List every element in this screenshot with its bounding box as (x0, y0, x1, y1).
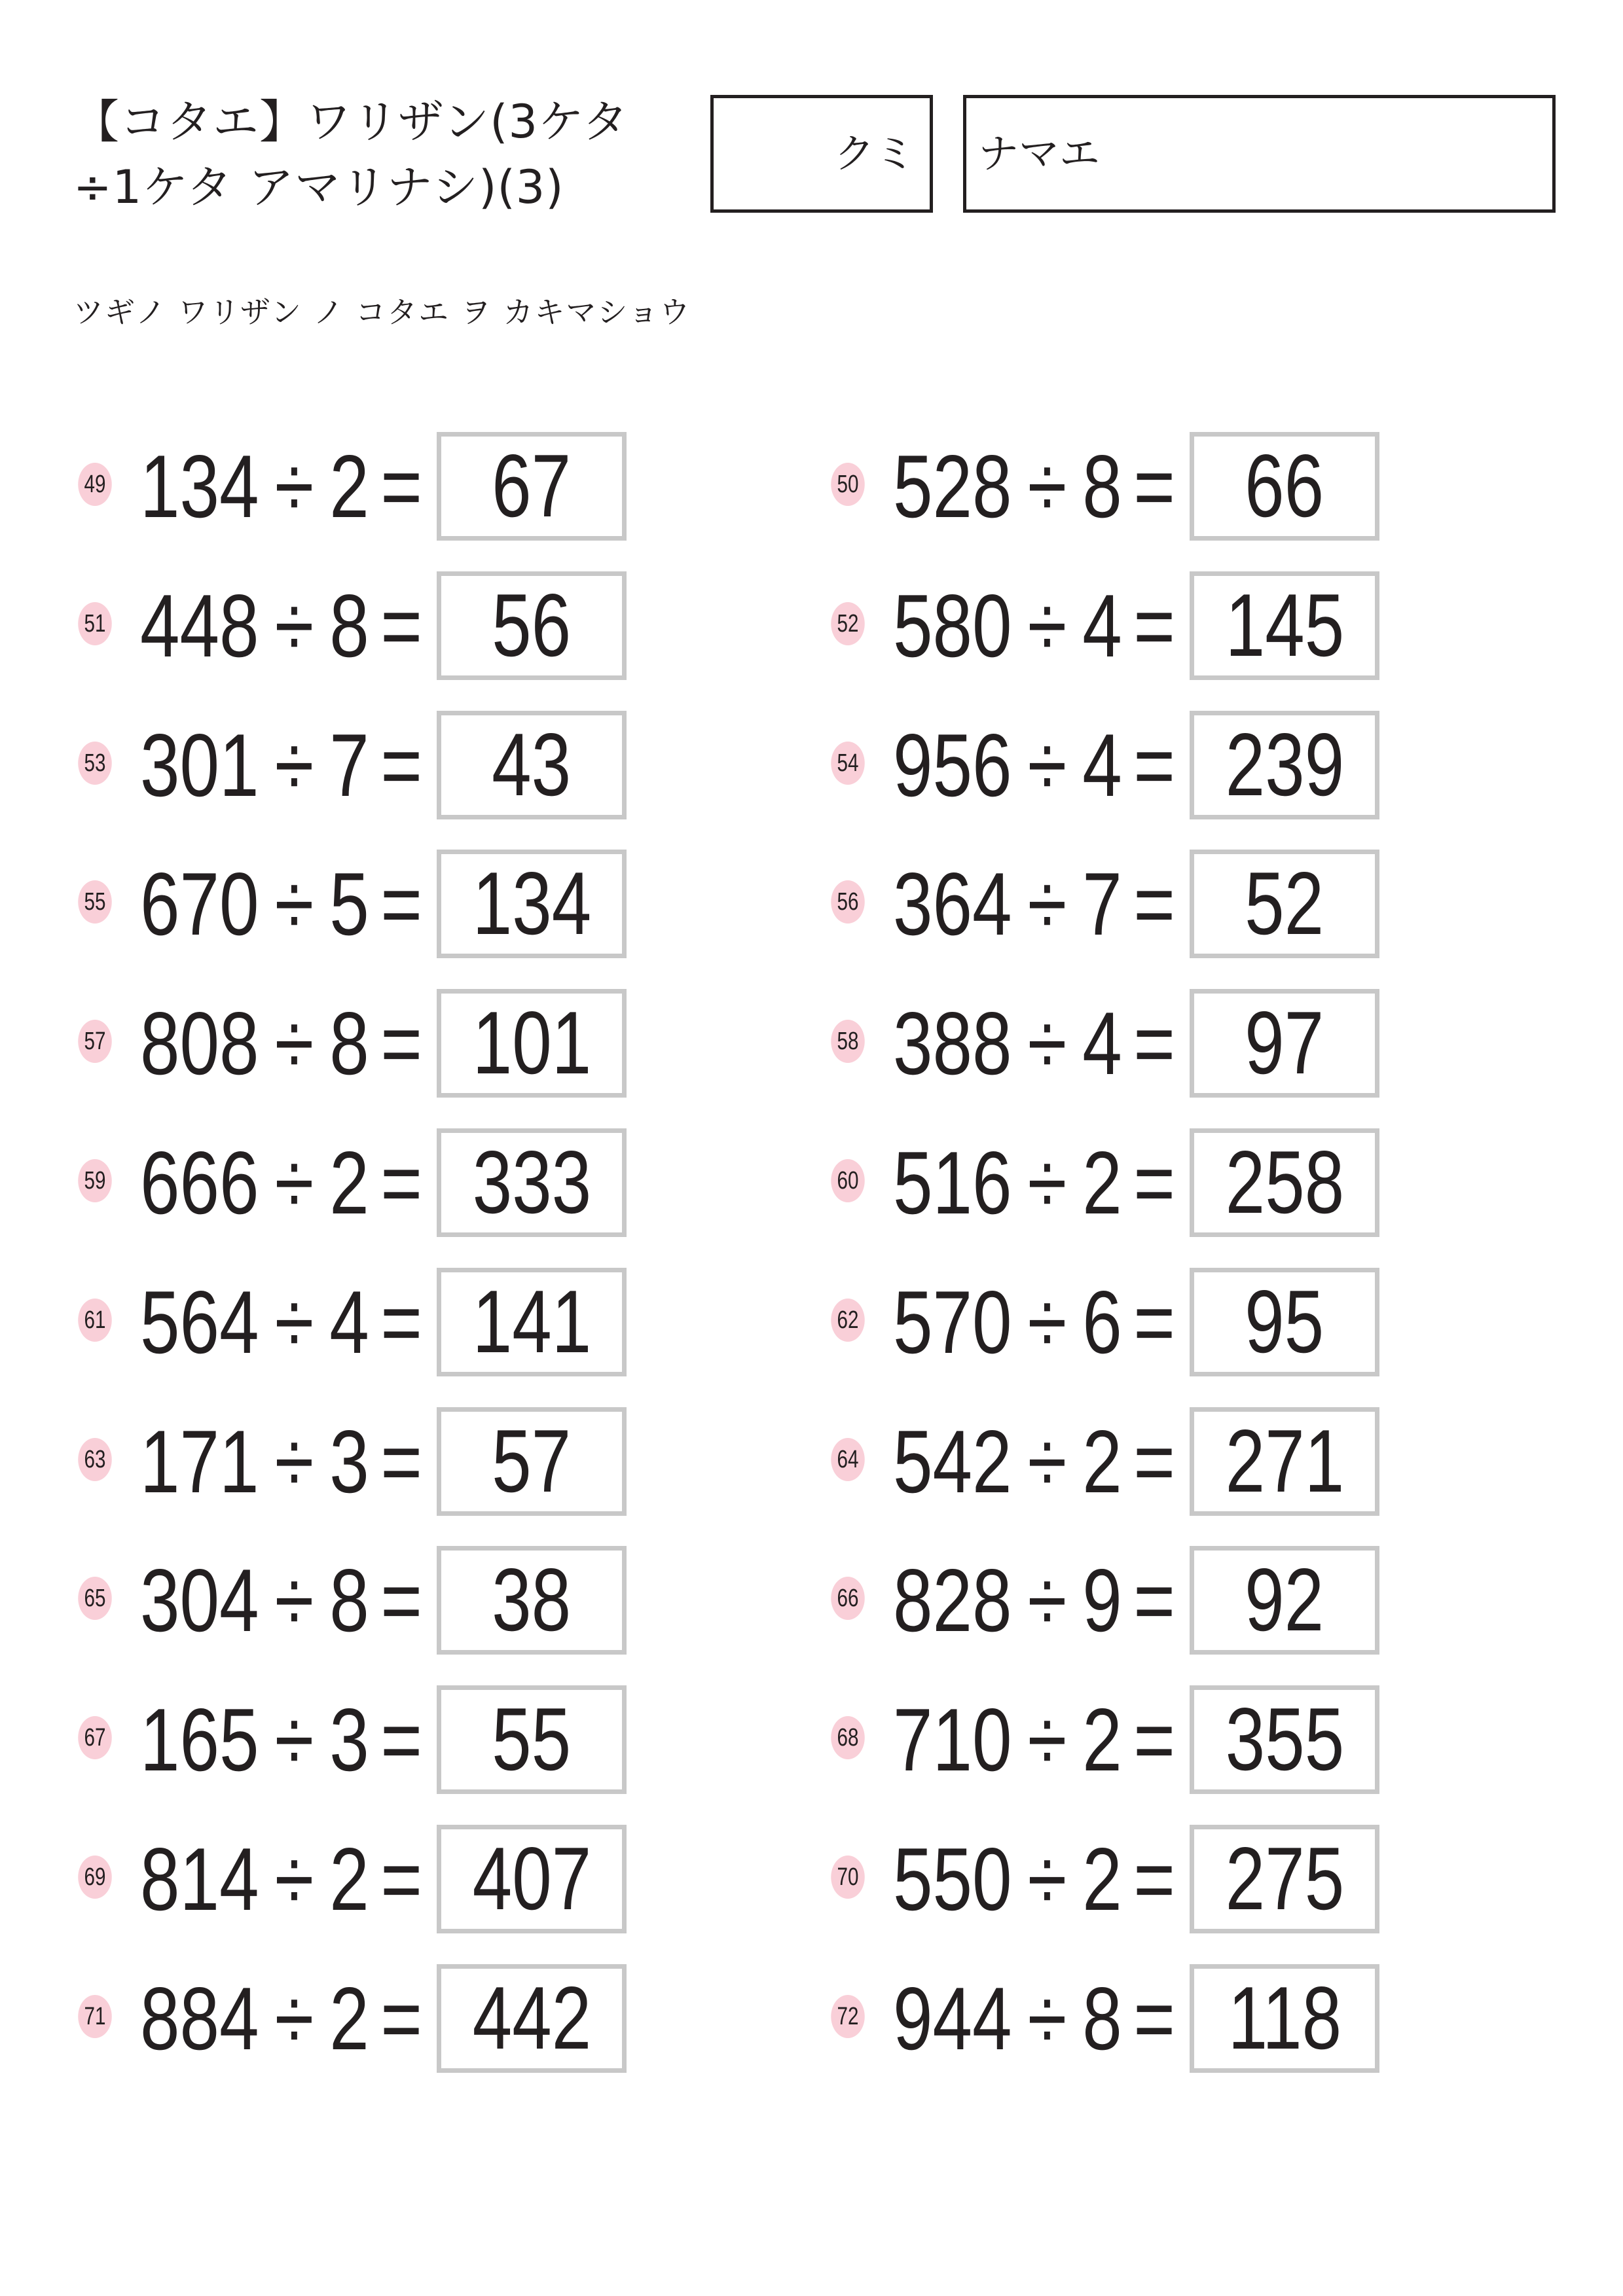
divide-sign: ÷ (274, 1272, 314, 1372)
equals-sign: = (1133, 1412, 1175, 1511)
divisor: 9 (1082, 1551, 1122, 1650)
problem-number-badge: 51 (78, 602, 111, 645)
dividend: 564 (140, 1272, 259, 1372)
divide-sign: ÷ (1027, 1133, 1067, 1232)
division-expression (140, 850, 433, 958)
answer-value: 355 (1225, 1689, 1344, 1789)
dividend: 814 (140, 1829, 259, 1929)
divide-sign: ÷ (274, 1829, 314, 1929)
dividend: 710 (893, 1690, 1012, 1789)
equals-sign: = (380, 1412, 422, 1511)
problem-number-badge: 65 (78, 1577, 111, 1620)
equals-sign: = (1133, 1272, 1175, 1372)
divide-sign: ÷ (274, 1690, 314, 1789)
divisor: 4 (329, 1272, 369, 1372)
worksheet-title: 【コタエ】ワリザン(3ケタ÷1ケタ アマリナシ)(3) (73, 95, 629, 214)
problem-number-badge: 62 (831, 1299, 864, 1342)
equals-sign: = (380, 1133, 422, 1232)
equals-sign: = (380, 1829, 422, 1929)
divide-sign: ÷ (274, 994, 314, 1093)
division-expression (893, 850, 1186, 958)
divisor: 4 (1082, 994, 1122, 1093)
divisor: 4 (1082, 715, 1122, 815)
equals-sign: = (380, 854, 422, 954)
divisor: 2 (329, 437, 369, 536)
answer-box[interactable] (1190, 850, 1379, 958)
divisor: 8 (329, 576, 369, 675)
answer-box[interactable] (1190, 989, 1379, 1098)
division-expression (140, 711, 433, 819)
answer-value: 56 (492, 575, 572, 675)
answer-box[interactable] (437, 1825, 627, 1933)
equals-sign: = (380, 994, 422, 1093)
problem-number-badge: 68 (831, 1716, 864, 1759)
answer-value: 67 (492, 436, 572, 535)
problem-number-badge: 71 (78, 1995, 111, 2038)
problem-number-badge: 59 (78, 1159, 111, 1202)
divide-sign: ÷ (274, 1551, 314, 1650)
answer-box[interactable] (1190, 1685, 1379, 1794)
division-expression (140, 571, 433, 680)
equals-sign: = (1133, 1133, 1175, 1232)
dividend: 516 (893, 1133, 1012, 1232)
answer-value: 258 (1225, 1132, 1344, 1232)
answer-value: 118 (1228, 1968, 1341, 2068)
divide-sign: ÷ (1027, 854, 1067, 954)
divisor: 8 (329, 994, 369, 1093)
answer-value: 95 (1245, 1272, 1324, 1371)
dividend: 171 (140, 1412, 259, 1511)
answer-value: 333 (472, 1132, 591, 1232)
answer-box[interactable] (1190, 1268, 1379, 1376)
divisor: 2 (329, 1133, 369, 1232)
answer-value: 145 (1225, 575, 1344, 675)
division-expression (140, 989, 433, 1098)
division-expression (140, 1128, 433, 1237)
divide-sign: ÷ (1027, 1412, 1067, 1511)
answer-value: 43 (492, 715, 572, 814)
problem-number-badge: 55 (78, 880, 111, 924)
division-expression (893, 1685, 1186, 1794)
dividend: 956 (893, 715, 1012, 815)
division-expression (893, 1128, 1186, 1237)
dividend: 165 (140, 1690, 259, 1789)
answer-box[interactable] (1190, 432, 1379, 541)
answer-value: 271 (1225, 1411, 1344, 1511)
divisor: 7 (329, 715, 369, 815)
answer-box[interactable] (437, 1268, 627, 1376)
divisor: 5 (329, 854, 369, 954)
equals-sign: = (1133, 1690, 1175, 1789)
student-name-field[interactable] (963, 95, 1556, 213)
divide-sign: ÷ (1027, 1272, 1067, 1372)
division-expression (893, 989, 1186, 1098)
answer-value: 57 (492, 1411, 572, 1511)
problem-number-badge: 49 (78, 463, 111, 506)
division-expression (893, 1268, 1186, 1376)
equals-sign: = (380, 715, 422, 815)
answer-box[interactable] (1190, 571, 1379, 680)
answer-box[interactable] (437, 432, 627, 541)
equals-sign: = (380, 1969, 422, 2068)
division-expression (893, 432, 1186, 541)
class-label: クミ (833, 130, 915, 177)
division-expression (140, 1825, 433, 1933)
divisor: 7 (1082, 854, 1122, 954)
dividend: 580 (893, 576, 1012, 675)
answer-value: 407 (472, 1829, 591, 1928)
answer-value: 55 (492, 1689, 572, 1789)
answer-value: 66 (1245, 436, 1324, 535)
answer-box[interactable] (1190, 1546, 1379, 1655)
dividend: 670 (140, 854, 259, 954)
divide-sign: ÷ (274, 854, 314, 954)
problem-number-badge: 50 (831, 463, 864, 506)
answer-box[interactable] (437, 850, 627, 958)
answer-box[interactable] (1190, 711, 1379, 819)
divide-sign: ÷ (274, 576, 314, 675)
equals-sign: = (380, 1272, 422, 1372)
division-expression (893, 1825, 1186, 1933)
equals-sign: = (1133, 437, 1175, 536)
answer-value: 97 (1245, 993, 1324, 1092)
divide-sign: ÷ (1027, 1829, 1067, 1929)
equals-sign: = (1133, 1829, 1175, 1929)
dividend: 134 (140, 437, 259, 536)
divisor: 3 (329, 1412, 369, 1511)
divide-sign: ÷ (274, 715, 314, 815)
dividend: 304 (140, 1551, 259, 1650)
divide-sign: ÷ (1027, 1690, 1067, 1789)
answer-value: 92 (1245, 1550, 1324, 1649)
answer-box[interactable] (1190, 1825, 1379, 1933)
divide-sign: ÷ (274, 1133, 314, 1232)
problem-number-badge: 58 (831, 1020, 864, 1063)
equals-sign: = (1133, 576, 1175, 675)
division-expression (140, 1268, 433, 1376)
divisor: 8 (329, 1551, 369, 1650)
equals-sign: = (1133, 854, 1175, 954)
answer-box[interactable] (437, 1964, 627, 2073)
instruction-text: ツギノ ワリザン ノ コタエ ヲ カキマショウ (73, 295, 691, 330)
answer-value: 239 (1225, 715, 1344, 814)
answer-box[interactable] (437, 711, 627, 819)
problem-number-badge: 56 (831, 880, 864, 924)
answer-box[interactable] (1190, 1964, 1379, 2073)
divisor: 2 (1082, 1133, 1122, 1232)
dividend: 542 (893, 1412, 1012, 1511)
division-expression (140, 1964, 433, 2073)
dividend: 388 (893, 994, 1012, 1093)
division-expression (140, 1407, 433, 1516)
problem-number-badge: 57 (78, 1020, 111, 1063)
divisor: 2 (329, 1829, 369, 1929)
class-field[interactable] (710, 95, 933, 213)
answer-box[interactable] (437, 1685, 627, 1794)
answer-box[interactable] (437, 989, 627, 1098)
problem-number-badge: 53 (78, 742, 111, 785)
answer-value: 141 (472, 1272, 591, 1371)
dividend: 364 (893, 854, 1012, 954)
division-expression (893, 1546, 1186, 1655)
dividend: 528 (893, 437, 1012, 536)
divide-sign: ÷ (274, 1969, 314, 2068)
divisor: 3 (329, 1690, 369, 1789)
answer-box[interactable] (437, 1128, 627, 1237)
answer-box[interactable] (437, 1546, 627, 1655)
division-expression (893, 711, 1186, 819)
equals-sign: = (380, 1551, 422, 1650)
equals-sign: = (380, 576, 422, 675)
divisor: 2 (1082, 1690, 1122, 1789)
divisor: 2 (329, 1969, 369, 2068)
problem-number-badge: 64 (831, 1438, 864, 1481)
divisor: 6 (1082, 1272, 1122, 1372)
dividend: 550 (893, 1829, 1012, 1929)
answer-value: 38 (492, 1550, 572, 1649)
problem-number-badge: 70 (831, 1856, 864, 1899)
problem-number-badge: 63 (78, 1438, 111, 1481)
problem-number-badge: 69 (78, 1856, 111, 1899)
dividend: 301 (140, 715, 259, 815)
answer-value: 442 (472, 1968, 591, 2068)
divisor: 8 (1082, 1969, 1122, 2068)
equals-sign: = (1133, 715, 1175, 815)
divisor: 8 (1082, 437, 1122, 536)
dividend: 944 (893, 1969, 1012, 2068)
division-expression (893, 1407, 1186, 1516)
divide-sign: ÷ (1027, 1969, 1067, 2068)
answer-box[interactable] (437, 571, 627, 680)
division-expression (140, 1685, 433, 1794)
divide-sign: ÷ (1027, 576, 1067, 675)
divisor: 4 (1082, 576, 1122, 675)
problem-number-badge: 66 (831, 1577, 864, 1620)
division-expression (140, 1546, 433, 1655)
problem-number-badge: 72 (831, 1995, 864, 2038)
division-expression (893, 1964, 1186, 2073)
answer-box[interactable] (1190, 1407, 1379, 1516)
dividend: 828 (893, 1551, 1012, 1650)
divide-sign: ÷ (1027, 437, 1067, 536)
answer-value: 134 (472, 853, 591, 953)
division-expression (893, 571, 1186, 680)
divide-sign: ÷ (1027, 994, 1067, 1093)
problem-number-badge: 67 (78, 1716, 111, 1759)
equals-sign: = (1133, 1551, 1175, 1650)
divisor: 2 (1082, 1412, 1122, 1511)
answer-value: 52 (1245, 853, 1324, 953)
dividend: 884 (140, 1969, 259, 2068)
problem-number-badge: 52 (831, 602, 864, 645)
dividend: 666 (140, 1133, 259, 1232)
answer-box[interactable] (1190, 1128, 1379, 1237)
equals-sign: = (380, 437, 422, 536)
problem-number-badge: 61 (78, 1299, 111, 1342)
equals-sign: = (380, 1690, 422, 1789)
division-expression (140, 432, 433, 541)
answer-box[interactable] (437, 1407, 627, 1516)
answer-value: 275 (1225, 1829, 1344, 1928)
divide-sign: ÷ (274, 1412, 314, 1511)
divide-sign: ÷ (1027, 715, 1067, 815)
dividend: 570 (893, 1272, 1012, 1372)
divide-sign: ÷ (274, 437, 314, 536)
answer-value: 101 (472, 993, 591, 1092)
problem-number-badge: 54 (831, 742, 864, 785)
divide-sign: ÷ (1027, 1551, 1067, 1650)
name-label: ナマエ (978, 130, 1101, 177)
dividend: 448 (140, 576, 259, 675)
equals-sign: = (1133, 1969, 1175, 2068)
dividend: 808 (140, 994, 259, 1093)
problem-number-badge: 60 (831, 1159, 864, 1202)
divisor: 2 (1082, 1829, 1122, 1929)
equals-sign: = (1133, 994, 1175, 1093)
